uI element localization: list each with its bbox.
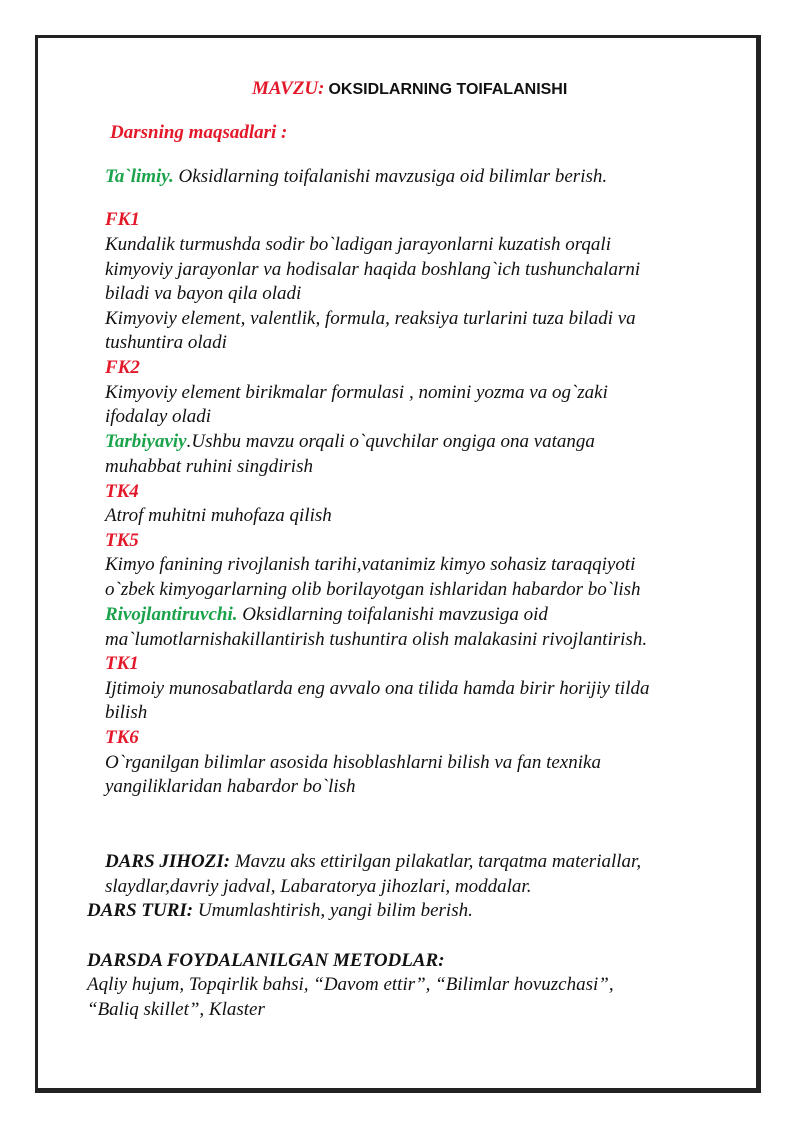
turi-label: DARS TURI: xyxy=(87,900,194,921)
rivojlantiruvchi-line2: ma`lumotlarnishakillantirish tushuntira olish malakasini rivojlantirish. xyxy=(105,629,648,650)
goals-heading: Darsning maqsadlari : xyxy=(110,122,288,143)
fk1-line: tushuntira oladi xyxy=(105,332,227,353)
jihozi-line xyxy=(105,850,641,875)
turi-line xyxy=(87,899,473,924)
fk2-label: FK2 xyxy=(105,357,140,378)
fk2-line: Kimyoviy element birikmalar formulasi , nomini yozma va og`zaki xyxy=(105,382,608,403)
talimiy-text: Oksidlarning toifalanishi mavzusiga oid bilimlar berish. xyxy=(173,166,608,187)
turi-text: Umumlashtirish, yangi bilim berish. xyxy=(193,900,473,921)
tk5-line: Kimyo fanining rivojlanish tarihi,vatanimiz kimyo sohasiz taraqqiyoti xyxy=(105,554,636,575)
talimiy-label: Ta`limiy. xyxy=(105,166,174,187)
rivojlantiruvchi-text: Oksidlarning toifalanishi mavzusiga oid xyxy=(237,604,548,625)
fk1-line: Kundalik turmushda sodir bo`ladigan jarayonlarni kuzatish orqali xyxy=(105,234,611,255)
tk1-label: TK1 xyxy=(105,653,139,674)
jihozi-text: Mavzu aks ettirilgan pilakatlar, tarqatma materiallar, xyxy=(230,851,642,872)
fk1-line: biladi va bayon qila oladi xyxy=(105,283,302,304)
tk4-label: TK4 xyxy=(105,481,139,502)
tk5-label: TK5 xyxy=(105,530,139,551)
tarbiyaviy-line2: muhabbat ruhini singdirish xyxy=(105,456,313,477)
fk1-line: Kimyoviy element, valentlik, formula, reaksiya turlarini tuza biladi va xyxy=(105,308,636,329)
rivojlantiruvchi-label: Rivojlantiruvchi. xyxy=(105,604,238,625)
fk2-line: ifodalay oladi xyxy=(105,406,212,427)
title-text: OKSIDLARNING TOIFALANISHI xyxy=(328,81,568,98)
tk1-line: bilish xyxy=(105,702,148,723)
tk6-line: O`rganilgan bilimlar asosida hisoblashlarni bilish va fan texnika xyxy=(105,752,601,773)
fk1-line: kimyoviy jarayonlar va hodisalar haqida boshlang`ich tushunchalarni xyxy=(105,259,641,280)
fk1-label: FK1 xyxy=(105,209,140,230)
page-title xyxy=(252,78,567,100)
tk4-text: Atrof muhitni muhofaza qilish xyxy=(105,505,332,526)
metodlar-line2: “Baliq skillet”, Klaster xyxy=(87,999,265,1020)
talimiy-line xyxy=(105,165,607,190)
jihozi-line2: slaydlar,davriy jadval, Labaratorya jihozlari, moddalar. xyxy=(105,876,532,897)
metodlar-heading: DARSDA FOYDALANILGAN METODLAR: xyxy=(87,950,445,971)
tk6-line: yangiliklaridan habardor bo`lish xyxy=(105,776,356,797)
jihozi-label: DARS JIHOZI: xyxy=(105,851,231,872)
tarbiyaviy-label: Tarbiyaviy xyxy=(105,431,187,452)
tarbiyaviy-text: .Ushbu mavzu orqali o`quvchilar ongiga ona vatanga xyxy=(186,431,595,452)
title-label: MAVZU: xyxy=(252,78,325,99)
rivojlantiruvchi-line xyxy=(105,603,548,628)
metodlar-line: Aqliy hujum, Topqirlik bahsi, “Davom ettir”, “Bilimlar hovuzchasi”, xyxy=(87,974,614,995)
tk1-line: Ijtimoiy munosabatlarda eng avvalo ona tilida hamda birir horijiy tilda xyxy=(105,678,650,699)
tarbiyaviy-line xyxy=(105,430,595,455)
tk5-line: o`zbek kimyogarlarning olib borilayotgan ishlaridan habardor bo`lish xyxy=(105,579,641,600)
tk6-label: TK6 xyxy=(105,727,139,748)
